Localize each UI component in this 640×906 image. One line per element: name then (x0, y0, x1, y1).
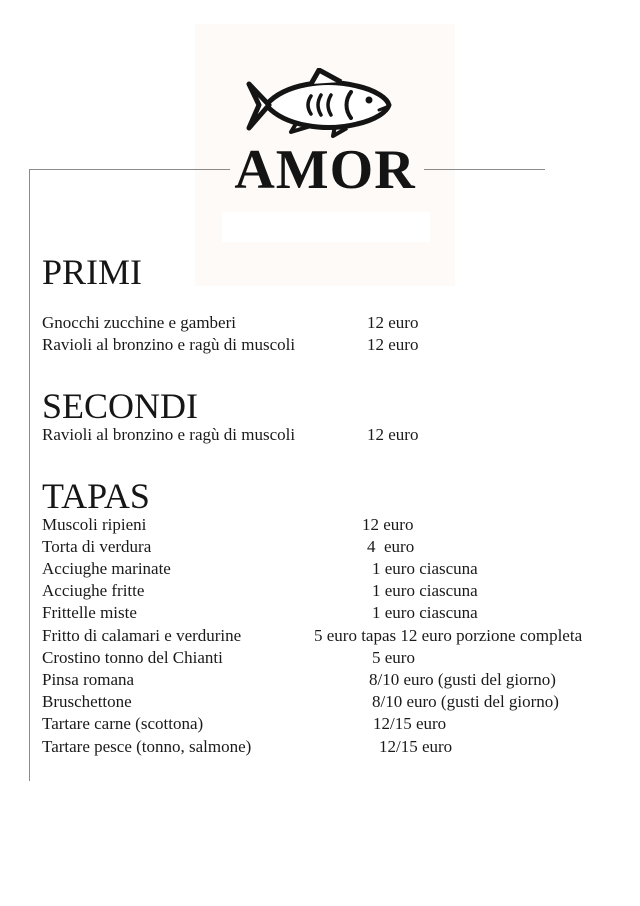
item-price: 12/15 euro (373, 714, 447, 733)
section-title-tapas: TAPAS (42, 476, 150, 516)
item-price: 8/10 euro (gusti del giorno) (372, 692, 559, 711)
menu-item (0, 647, 640, 669)
item-name: Gnocchi zucchine e gamberi (42, 313, 236, 332)
item-name: Ravioli al bronzino e ragù di muscoli (42, 335, 296, 354)
item-price: 12 euro (367, 313, 419, 332)
item-name: Fritto di calamari e verdurine (42, 626, 242, 645)
item-name: Pinsa romana (42, 670, 135, 689)
item-price: 12 euro (362, 515, 414, 534)
menu-item (0, 312, 640, 334)
section-title-secondi: SECONDI (42, 386, 199, 426)
menu-item (0, 691, 640, 713)
divider-right (424, 169, 545, 170)
item-price: 1 euro ciascuna (372, 581, 478, 600)
item-name: Acciughe fritte (42, 581, 145, 600)
item-name: Torta di verdura (42, 537, 152, 556)
menu-item (0, 669, 640, 691)
item-price: 5 euro (372, 648, 415, 667)
item-name: Tartare pesce (tonno, salmone) (42, 737, 252, 756)
item-price: 4 euro (367, 537, 415, 556)
menu-item (0, 580, 640, 602)
menu-item (0, 625, 640, 647)
item-price: 8/10 euro (gusti del giorno) (369, 670, 556, 689)
item-price: 1 euro ciascuna (372, 603, 478, 622)
item-price: 12/15 euro (379, 737, 453, 756)
brand-name: AMOR (234, 139, 416, 201)
menu-item (0, 334, 640, 356)
menu-item (0, 558, 640, 580)
fish-icon (245, 68, 395, 140)
item-name: Muscoli ripieni (42, 515, 147, 534)
item-name: Ravioli al bronzino e ragù di muscoli (42, 425, 296, 444)
menu-item (0, 602, 640, 624)
item-price: 12 euro (367, 335, 419, 354)
menu-item (0, 736, 640, 758)
divider-left (29, 169, 230, 170)
item-name: Bruschettone (42, 692, 132, 711)
item-name: Frittelle miste (42, 603, 137, 622)
item-name: Acciughe marinate (42, 559, 171, 578)
logo-band (222, 212, 430, 242)
item-price: 5 euro tapas 12 euro porzione completa (314, 626, 583, 645)
menu-item (0, 536, 640, 558)
section-title-primi: PRIMI (42, 252, 143, 292)
item-price: 1 euro ciascuna (372, 559, 478, 578)
item-price: 12 euro (367, 425, 419, 444)
item-name: Tartare carne (scottona) (42, 714, 204, 733)
item-name: Crostino tonno del Chianti (42, 648, 223, 667)
menu-item (0, 514, 640, 536)
menu-item (0, 424, 640, 446)
menu-item (0, 713, 640, 735)
